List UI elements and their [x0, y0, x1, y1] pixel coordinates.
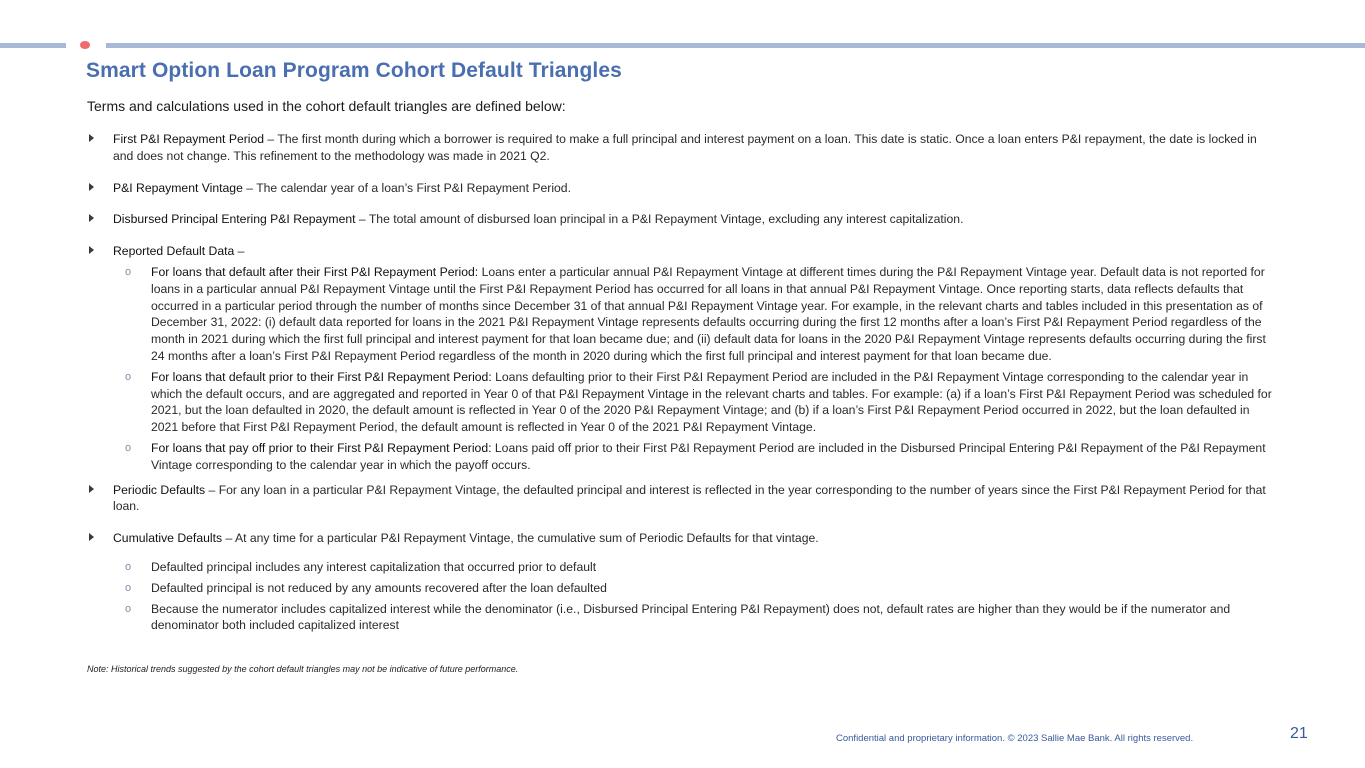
bullet-term: P&I Repayment Vintage [113, 180, 243, 195]
sub-bullet-term: For loans that default after their First P&I Repayment Period: [151, 264, 479, 279]
bullet-term: Periodic Defaults [113, 482, 206, 497]
sub-bullet-text: Because the numerator includes capitalized interest while the denominator (i.e., Disbursed Principal Entering P&I Repayment) does not, default rates are higher than they would be if the numerator and denominator both included capitalized interest [151, 601, 1231, 633]
bullet-term: First P&I Repayment Period [113, 132, 265, 146]
bullet-periodic-defaults [87, 482, 1277, 516]
bullet-term: Cumulative Defaults [113, 531, 223, 546]
sub-bullet-term: For loans that default prior to their First P&I Repayment Period: [151, 369, 492, 384]
bullet-arrow-icon [89, 246, 94, 254]
cumulative-defaults-sublist [87, 559, 1277, 634]
sub-bullet-term: For loans that pay off prior to their First P&I Repayment Period: [151, 440, 492, 455]
circle-bullet-icon: o [125, 265, 132, 278]
bullet-arrow-icon [89, 485, 94, 493]
bullet-text: – [234, 244, 245, 259]
circle-bullet-icon: o [125, 602, 132, 615]
bullet-term: Reported Default Data [113, 244, 235, 259]
circle-bullet-icon: o [125, 370, 132, 383]
bullet-pi-repayment-vintage [87, 180, 1277, 197]
sub-bullet-default-prior [87, 369, 1277, 436]
bullet-cumulative-defaults [87, 530, 1277, 547]
bullet-text: – At any time for a particular P&I Repayment Vintage, the cumulative sum of Periodic Defaults for that vintage. [222, 531, 819, 546]
sub-bullet-text: Loans enter a particular annual P&I Repayment Vintage at different times during the P&I Repayment Vintage year. Default data is not reported for loans in a particular annual P&I Repayment Vintage until the First P&I Repayment Period has occurred for all loans in that annual P&I Repayment Vintage. Once reporting starts, data reflects defaults that occurred in a particular period through the number of months since December 31 of that annual P&I Repayment Vintage year. For example, in the relevant charts and tables included in this presentation as of December 31, 2022: (i) default data reported for loans in the 2021 P&I Repayment Vintage represents defaults occurring during the first 12 months after a loan’s First P&I Repayment Period regardless of the month in 2021 during which the first full principal and interest payment for that loan became due; and (ii) default data for loans in the 2020 P&I Repayment Vintage represents defaults occurring during the first 24 months after a loan’s First P&I Repayment Period regardless of the month in 2020 during which the first full principal and interest payment for that loan became due. [151, 264, 1266, 363]
bullet-arrow-icon [89, 533, 94, 541]
sub-bullet-interest-capitalization [87, 559, 1277, 576]
bullet-arrow-icon [89, 134, 94, 142]
footnote: Note: Historical trends suggested by the cohort default triangles may not be indicative of future performance. [87, 664, 519, 674]
sub-bullet-pay-off-prior [87, 440, 1277, 474]
bullet-text: – The first month during which a borrower is required to make a full principal and interest payment on a loan. This date is static. Once a loan enters P&I repayment, the date is locked in and does not change. This refinement to the methodology was made in 2021 Q2. [113, 132, 1257, 163]
sub-bullet-numerator [87, 601, 1277, 635]
circle-bullet-icon: o [125, 441, 132, 454]
circle-bullet-icon: o [125, 560, 132, 573]
header-rule-left [0, 43, 66, 48]
definitions-list [87, 131, 1277, 638]
bullet-arrow-icon [89, 214, 94, 222]
sub-bullet-text: Loans paid off prior to their First P&I Repayment Period are included in the Disbursed Principal Entering P&I Repayment of the P&I Repayment Vintage corresponding to the calendar year in which the payoff occurs. [151, 440, 1266, 472]
circle-bullet-icon: o [125, 581, 132, 594]
bullet-term: Disbursed Principal Entering P&I Repayment [113, 212, 356, 227]
page-title: Smart Option Loan Program Cohort Default Triangles [86, 59, 622, 82]
bullet-text: – The calendar year of a loan’s First P&I Repayment Period. [242, 180, 571, 195]
header-rule-right [106, 43, 1365, 48]
page-number: 21 [1290, 725, 1308, 742]
bullet-first-pi-repayment-period [87, 131, 1277, 165]
bullet-text: – For any loan in a particular P&I Repayment Vintage, the defaulted principal and interest is reflected in the year corresponding to the number of years since the First P&I Repayment Period for that loan. [113, 482, 1266, 514]
bullet-text: – The total amount of disbursed loan principal in a P&I Repayment Vintage, excluding any interest capitalization. [355, 212, 964, 227]
sub-bullet-text: Defaulted principal is not reduced by any amounts recovered after the loan defaulted [151, 580, 607, 595]
reported-default-sublist [87, 264, 1277, 474]
header-rule-dot [80, 41, 90, 49]
bullet-reported-default-data [87, 243, 1277, 260]
sub-bullet-not-reduced [87, 580, 1277, 597]
bullet-arrow-icon [89, 183, 94, 191]
bullet-disbursed-principal [87, 211, 1277, 228]
confidentiality-footer: Confidential and proprietary information. © 2023 Sallie Mae Bank. All rights reserved. [836, 733, 1194, 744]
sub-bullet-text: Loans defaulting prior to their First P&I Repayment Period are included in the P&I Repayment Vintage corresponding to the calendar year in which the default occurs, and are aggregated and reported in Year 0 of that P&I Repayment Vintage in the relevant charts and tables. For example: (a) if a loan’s First P&I Repayment Period was scheduled for 2021, but the loan defaulted in 2020, the default amount is reflected in Year 0 of the 2020 P&I Repayment Vintage; and (b) if a loan’s First P&I Repayment Period occurred in 2022, but the loan defaulted in 2021 before that First P&I Repayment Period, the default amount is reflected in Year 0 of the 2021 P&I Repayment Vintage. [151, 369, 1272, 435]
sub-bullet-default-after [87, 264, 1277, 365]
intro-text: Terms and calculations used in the cohort default triangles are defined below: [87, 98, 566, 114]
sub-bullet-text: Defaulted principal includes any interest capitalization that occurred prior to default [151, 559, 597, 574]
